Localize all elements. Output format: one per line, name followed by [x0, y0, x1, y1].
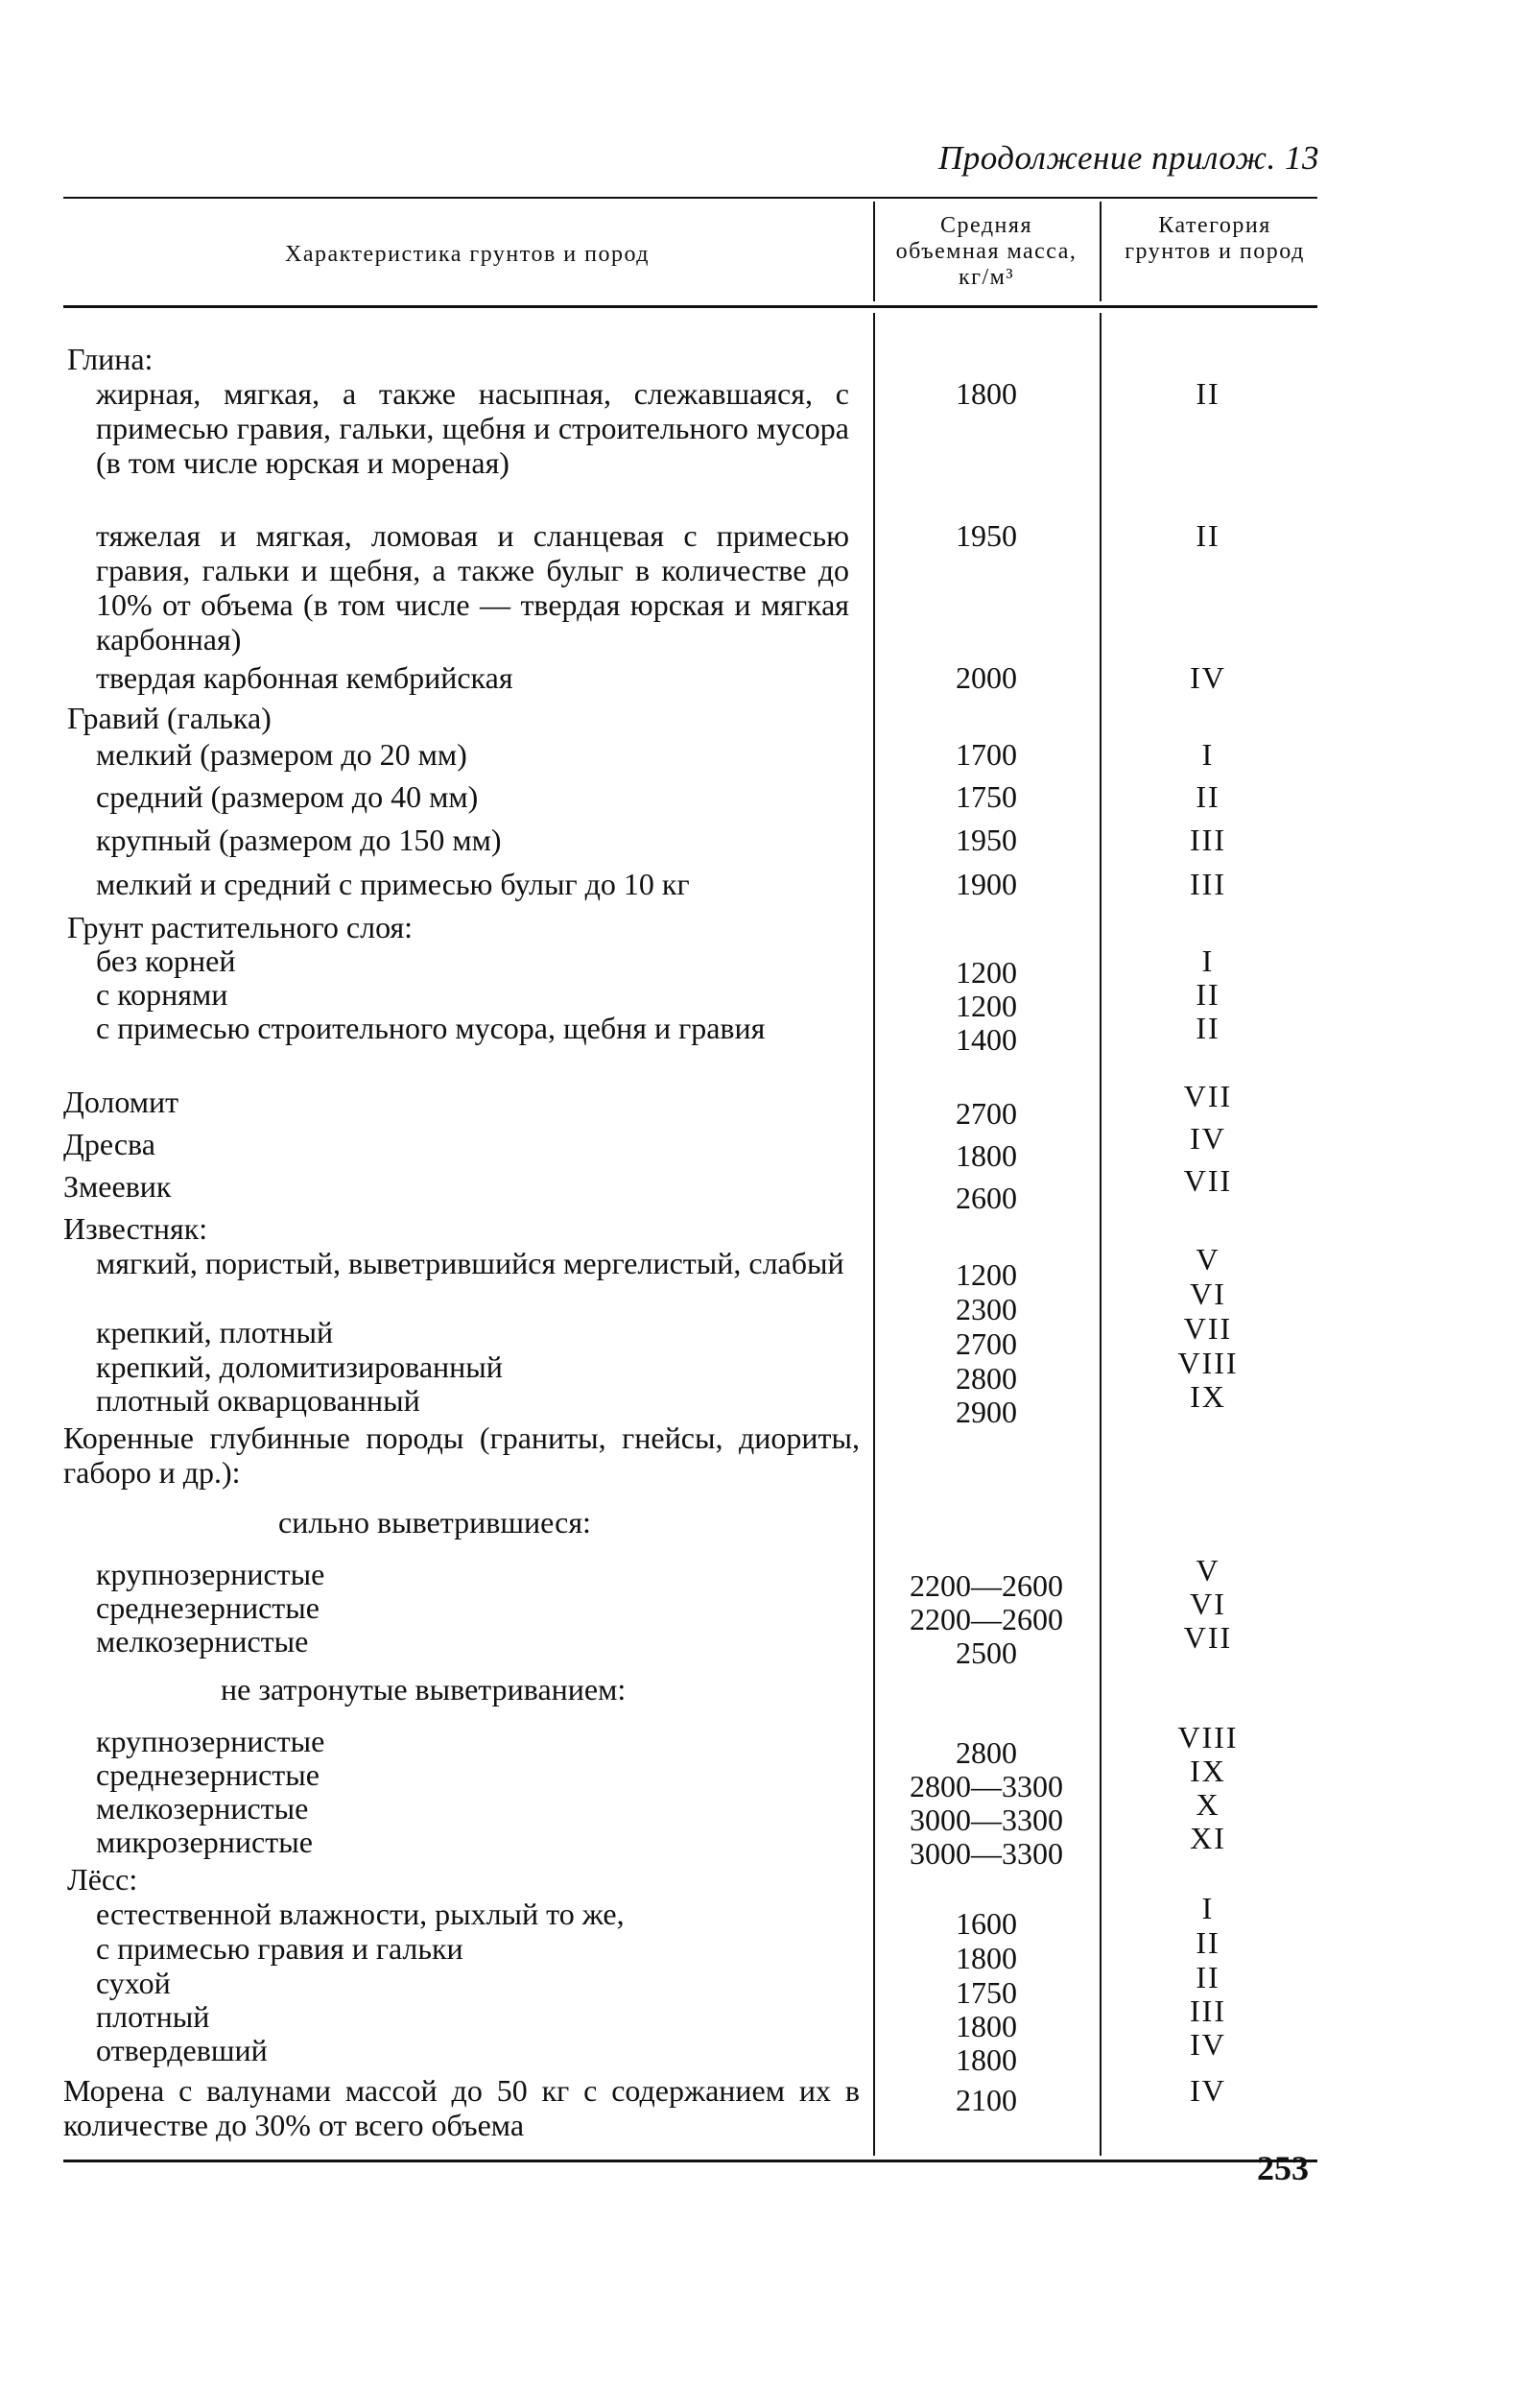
row-characteristic: Доломит [63, 1085, 179, 1119]
row-category: II [1196, 1960, 1220, 1994]
row-characteristic: без корней [96, 943, 236, 978]
column-divider-2-header [1100, 202, 1102, 301]
row-characteristic: Змеевик [63, 1169, 172, 1204]
row-mass: 2800 [956, 1735, 1017, 1770]
row-characteristic: Лёсс: [67, 1862, 138, 1897]
row-mass: 1200 [956, 1257, 1017, 1292]
row-characteristic: сухой [96, 1966, 171, 2000]
row-characteristic: с примесью гравия и гальки [96, 1931, 463, 1966]
row-mass: 2800 [956, 1361, 1017, 1396]
row-category: VII [1183, 1163, 1233, 1198]
row-characteristic: тяжелая и мягкая, ломовая и сланцевая с примесью гравия, гальки и щебня, а также булыг в количестве до 10% от объема (в том числе — твердая юрская и мягкая карбонная) [96, 518, 849, 656]
row-characteristic: сильно выветрившиеся: [278, 1505, 591, 1540]
row-mass: 1800 [956, 376, 1017, 411]
row-category: II [1196, 1011, 1220, 1045]
row-mass: 2000 [956, 660, 1017, 695]
row-mass: 1750 [956, 779, 1017, 814]
row-category: X [1196, 1787, 1220, 1822]
row-mass: 3000—3300 [910, 1836, 1063, 1871]
row-characteristic: жирная, мягкая, а также насыпная, слежавшаяся, с примесью гравия, гальки, щебня и строительного мусора (в том числе юрская и мореная) [96, 376, 849, 480]
row-mass: 1950 [956, 823, 1017, 857]
row-mass: 1900 [956, 867, 1017, 901]
row-characteristic: плотный [96, 1999, 210, 2034]
row-characteristic: среднезернистые [96, 1757, 320, 1792]
page-number: 253 [1257, 2149, 1309, 2187]
row-category: IX [1190, 1379, 1226, 1414]
row-characteristic: мелкий и средний с примесью булыг до 10 кг [96, 867, 690, 901]
row-characteristic: крупнозернистые [96, 1557, 325, 1591]
row-mass: 1750 [956, 1975, 1017, 2010]
row-characteristic: мелкозернистые [96, 1624, 309, 1659]
row-characteristic: Гравий (галька) [67, 701, 272, 735]
row-characteristic: средний (размером до 40 мм) [96, 779, 479, 814]
row-category: II [1196, 779, 1220, 814]
row-characteristic: мелкозернистые [96, 1791, 309, 1826]
row-category: I [1201, 943, 1215, 978]
row-mass: 1800 [956, 1138, 1017, 1173]
row-mass: 2100 [956, 2083, 1017, 2117]
row-mass: 1800 [956, 1941, 1017, 1975]
row-characteristic: среднезернистые [96, 1590, 320, 1625]
header-category: Категория грунтов и пород [1125, 213, 1305, 264]
row-characteristic: Глина: [67, 342, 154, 376]
row-characteristic: мелкий (размером до 20 мм) [96, 737, 467, 772]
row-category: II [1196, 518, 1220, 553]
row-category: I [1201, 737, 1215, 772]
row-category: XI [1190, 1821, 1226, 1855]
row-mass: 2200—2600 [910, 1568, 1063, 1603]
row-category: VI [1190, 1277, 1226, 1311]
row-mass: 1800 [956, 2042, 1017, 2077]
header-mass: Средняя объемная масса, кг/м³ [895, 213, 1078, 290]
row-characteristic: Грунт растительного слоя: [67, 910, 414, 944]
row-characteristic: крупнозернистые [96, 1724, 325, 1758]
table-bottom-rule [63, 2160, 1317, 2162]
row-category: IV [1190, 660, 1226, 695]
row-category: II [1196, 376, 1220, 411]
column-divider-1-header [873, 202, 875, 301]
row-category: IV [1190, 2027, 1226, 2062]
row-category: IX [1190, 1754, 1226, 1788]
row-characteristic: естественной влажности, рыхлый то же, [96, 1897, 625, 1931]
row-category: V [1196, 1553, 1220, 1587]
row-category: IV [1190, 1121, 1226, 1156]
row-mass: 1200 [956, 955, 1017, 990]
column-divider-2 [1100, 313, 1102, 2156]
row-characteristic: крупный (размером до 150 мм) [96, 823, 502, 857]
row-characteristic: Дресва [63, 1127, 155, 1161]
row-characteristic: крепкий, плотный [96, 1315, 334, 1349]
row-characteristic: мягкий, пористый, выветрившийся мергелистый, слабый [96, 1246, 844, 1280]
row-characteristic: микрозернистые [96, 1825, 313, 1859]
row-mass: 1200 [956, 989, 1017, 1023]
row-mass: 1950 [956, 518, 1017, 553]
row-characteristic: Известняк: [63, 1211, 208, 1246]
row-mass: 1400 [956, 1022, 1017, 1057]
row-characteristic: твердая карбонная кембрийская [96, 660, 513, 695]
table-top-rule [63, 197, 1317, 199]
row-mass: 2800—3300 [910, 1769, 1063, 1803]
row-category: VIII [1177, 1346, 1239, 1380]
row-mass: 2500 [956, 1635, 1017, 1670]
row-mass: 3000—3300 [910, 1802, 1063, 1837]
continuation-note: Продолжение прилож. 13 [937, 139, 1319, 177]
row-mass: 2600 [956, 1181, 1017, 1215]
row-category: VII [1183, 1620, 1233, 1655]
row-mass: 1700 [956, 737, 1017, 772]
row-mass: 2700 [956, 1326, 1017, 1361]
row-characteristic: не затронутые выветриванием: [221, 1672, 627, 1707]
row-category: III [1190, 1993, 1226, 2028]
header-bottom-rule [63, 305, 1317, 308]
row-characteristic: Коренные глубинные породы (граниты, гнейсы, диориты, габоро и др.): [63, 1420, 860, 1490]
row-category: VIII [1177, 1720, 1239, 1754]
row-category: VII [1183, 1311, 1233, 1346]
row-mass: 1600 [956, 1906, 1017, 1941]
row-mass: 2300 [956, 1292, 1017, 1326]
row-category: V [1196, 1242, 1220, 1277]
row-characteristic: с примесью строительного мусора, щебня и гравия [96, 1011, 766, 1045]
row-mass: 2200—2600 [910, 1602, 1063, 1636]
row-characteristic: плотный окварцованный [96, 1383, 420, 1418]
row-category: VI [1190, 1587, 1226, 1621]
row-category: VII [1183, 1079, 1233, 1113]
row-category: I [1201, 1891, 1215, 1925]
header-characteristic: Характеристика грунтов и пород [285, 242, 650, 267]
row-category: IV [1190, 2073, 1226, 2108]
column-divider-1 [873, 313, 875, 2156]
row-mass: 2700 [956, 1096, 1017, 1131]
row-characteristic: крепкий, доломитизированный [96, 1349, 503, 1384]
row-characteristic: отвердевший [96, 2033, 268, 2067]
row-category: II [1196, 1925, 1220, 1960]
row-characteristic: с корнями [96, 977, 228, 1012]
row-mass: 2900 [956, 1395, 1017, 1429]
row-category: III [1190, 823, 1226, 857]
row-characteristic: Морена с валунами массой до 50 кг с содержанием их в количестве до 30% от всего объема [63, 2073, 860, 2142]
row-mass: 1800 [956, 2009, 1017, 2043]
row-category: II [1196, 977, 1220, 1012]
row-category: III [1190, 867, 1226, 901]
